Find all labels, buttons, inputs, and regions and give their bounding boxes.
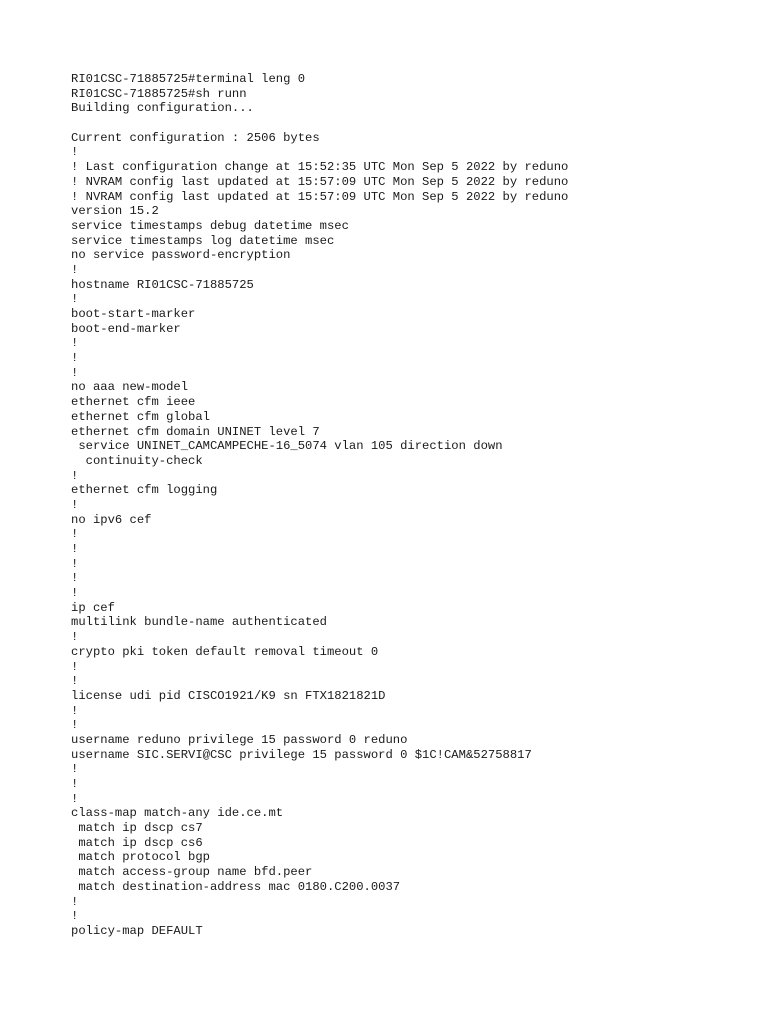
config-line: ! — [71, 497, 79, 512]
config-line: match ip dscp cs6 — [71, 835, 203, 850]
config-line: ! — [71, 718, 79, 733]
config-line: no service password-encryption — [71, 248, 291, 263]
config-line: license udi pid CISCO1921/K9 sn FTX1821821D — [71, 688, 386, 703]
config-line: ! — [71, 571, 79, 586]
config-line: class-map match-any ide.ce.mt — [71, 806, 284, 821]
config-line: RI01CSC-71885725#sh runn — [71, 86, 247, 101]
config-line: ! — [71, 909, 79, 924]
config-line: no aaa new-model — [71, 380, 189, 395]
config-line: ! — [71, 262, 79, 277]
config-line: continuity-check — [71, 453, 203, 468]
config-line: version 15.2 — [71, 204, 159, 219]
config-line: ! — [71, 659, 79, 674]
config-line: match destination-address mac 0180.C200.0037 — [71, 879, 401, 894]
config-line: match access-group name bfd.peer — [71, 865, 313, 880]
config-line: crypto pki token default removal timeout 0 — [71, 644, 379, 659]
config-line: match ip dscp cs7 — [71, 821, 203, 836]
config-line: ! — [71, 351, 79, 366]
config-line: boot-start-marker — [71, 307, 196, 321]
config-line: RI01CSC-71885725#terminal leng 0 — [71, 72, 306, 86]
config-line: ! — [71, 894, 79, 909]
config-line: username reduno privilege 15 password 0 reduno — [71, 732, 408, 747]
config-line: ! — [71, 703, 79, 718]
config-line: ! Last configuration change at 15:52:35 UTC Mon Sep 5 2022 by reduno — [71, 160, 569, 175]
config-line: ! — [71, 630, 79, 645]
config-line: service UNINET_CAMCAMPECHE-16_5074 vlan 105 direction down — [71, 439, 503, 454]
config-line: ! — [71, 336, 79, 351]
config-line: ethernet cfm ieee — [71, 395, 196, 410]
config-line: ! — [71, 791, 79, 806]
config-line: boot-end-marker — [71, 321, 181, 336]
config-line: ethernet cfm logging — [71, 483, 218, 498]
config-line: ethernet cfm domain UNINET level 7 — [71, 424, 320, 439]
config-line: ! — [71, 292, 79, 307]
config-line: hostname RI01CSC-71885725 — [71, 277, 254, 292]
config-line: policy-map DEFAULT — [71, 923, 203, 938]
config-line: ! — [71, 586, 79, 601]
config-line: ! — [71, 762, 79, 777]
config-line: ! — [71, 145, 79, 160]
config-line: ethernet cfm global — [71, 409, 210, 424]
config-line — [71, 116, 568, 131]
config-line: ! — [71, 468, 79, 483]
config-line: ! — [71, 527, 79, 542]
config-line: username SIC.SERVI@CSC privilege 15 password 0 $1C!CAM&52758817 — [71, 747, 532, 762]
config-line: multilink bundle-name authenticated — [71, 615, 327, 630]
config-line: ! — [71, 556, 79, 571]
config-line: match protocol bgp — [71, 850, 210, 865]
config-line: ! — [71, 365, 79, 380]
config-line: ! NVRAM config last updated at 15:57:09 UTC Mon Sep 5 2022 by reduno — [71, 174, 569, 189]
config-line: ! NVRAM config last updated at 15:57:09 UTC Mon Sep 5 2022 by reduno — [71, 189, 569, 204]
config-line: ! — [71, 777, 79, 791]
config-line: Building configuration... — [71, 101, 254, 116]
config-line: ! — [71, 542, 79, 556]
config-line: ip cef — [71, 600, 115, 615]
config-line: service timestamps debug datetime msec — [71, 218, 349, 233]
config-line: Current configuration : 2506 bytes — [71, 130, 320, 145]
config-line: service timestamps log datetime msec — [71, 233, 335, 248]
config-line: no ipv6 cef — [71, 512, 152, 527]
config-line: ! — [71, 674, 79, 689]
running-config-text — [71, 72, 568, 939]
